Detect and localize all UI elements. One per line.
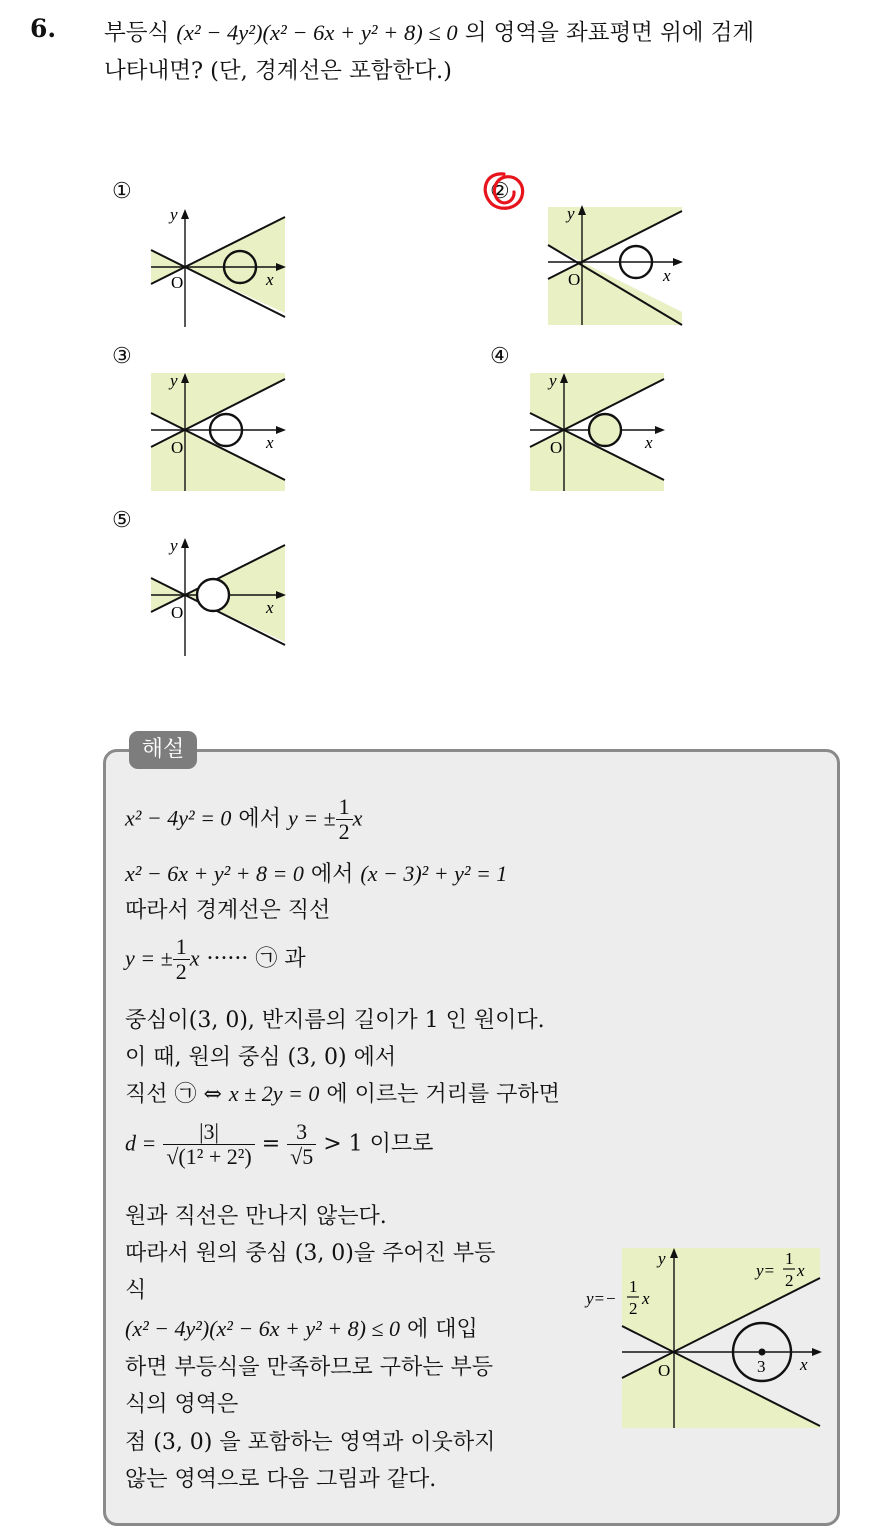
origin-label: O [568,270,581,289]
math-expr: (x² − 4y²)(x² − 6x + y² + 8) ≤ 0 [125,1316,400,1341]
choice-1-graph[interactable] [148,205,293,330]
fraction [163,1120,254,1169]
y-axis-label: y [567,204,575,223]
solution-graph [584,1244,834,1434]
selection-mark-icon [478,168,528,216]
y-axis-label: y [549,371,557,390]
origin-label: O [658,1361,671,1380]
solution-line-14: 식의 영역은 [125,1392,239,1417]
text: ······ ㉠ 과 [206,946,306,972]
math-expr: y = ± [287,805,336,831]
y-axis-label: y [658,1249,666,1268]
solution-line-9: 원과 직선은 만나지 않는다. [125,1204,387,1229]
math-expr: x ± 2y = 0 [228,1081,320,1106]
origin-label: O [171,438,184,457]
solution-line-10: 따라서 원의 중심 (3, 0)을 주어진 부등 [125,1241,496,1266]
fraction-numerator: 3 [287,1120,316,1145]
origin-label: O [171,273,184,292]
choice-4-label[interactable]: ④ [490,344,510,369]
text: 에 이르는 거리를 구하면 [319,1082,560,1107]
question-line-1 [104,14,874,52]
math-expr: y = ± [125,945,173,971]
solution-line-11: 식 [125,1278,147,1303]
choice-4-graph[interactable] [527,369,672,494]
x-axis-label: x [800,1355,808,1374]
fraction-denominator: √5 [290,1144,314,1169]
solution-line-3: 따라서 경계선은 직선 [125,898,331,923]
solution-line-2 [125,857,507,888]
origin-label: O [550,438,563,457]
fraction-numerator: 1 [173,935,190,960]
fraction-denominator: 2 [338,819,350,844]
text: 에서 [310,862,354,887]
math-expr: (x − 3)² + y² = 1 [360,861,508,886]
question-inequality: (x² − 4y²)(x² − 6x + y² + 8) ≤ 0 [176,20,458,45]
solution-line-5: 중심이(3, 0), 반지름의 길이가 1 인 원이다. [125,1008,545,1033]
solution-line-7 [125,1077,560,1108]
fraction-denominator: 2 [175,959,187,984]
solution-line-6: 이 때, 원의 중심 (3, 0) 에서 [125,1045,397,1070]
x-axis-label: x [663,266,671,285]
choice-5-graph[interactable] [148,534,293,659]
x-axis-label: x [266,270,274,289]
choice-3-graph[interactable] [148,369,293,494]
choice-5-label[interactable]: ⑤ [112,508,132,533]
text: 직선 ㉠ ⇔ [125,1082,229,1107]
fraction [173,935,190,984]
solution-line-8 [125,1120,433,1169]
choice-3-label[interactable]: ③ [112,344,132,369]
x-axis-label: x [266,433,274,452]
math-expr: d = [125,1130,157,1156]
text: 에 대입 [406,1317,478,1342]
question-prefix: 부등식 [104,20,177,46]
math-var: x [352,805,363,831]
x-axis-label: x [645,433,653,452]
y-axis-label: y [170,205,178,224]
question-suffix: 의 영역을 좌표평면 위에 검게 [457,20,755,46]
math-expr: x² − 4y² = 0 [125,805,232,831]
y-axis-label: y [170,536,178,555]
question-line-2: 나타내면? (단, 경계선은 포함한다.) [104,58,452,84]
solution-line-13: 하면 부등식을 만족하므로 구하는 부등 [125,1355,494,1380]
x-axis-label: x [266,598,274,617]
center-tick-label: 3 [757,1357,766,1376]
line-pos-label: y= [756,1261,776,1280]
math-expr: = [261,1131,281,1157]
line-pos-num: 1 [785,1249,794,1268]
line-pos-den: 2 [785,1271,794,1290]
line-pos-var: x [797,1261,805,1280]
question-number: 6. [30,14,57,43]
line-neg-num: 1 [629,1277,638,1296]
line-neg-den: 2 [629,1299,638,1318]
fraction [287,1120,316,1169]
choice-2-label[interactable]: ② [490,179,510,204]
question-text [104,14,874,90]
solution-line-15: 점 (3, 0) 을 포함하는 영역과 이웃하지 [125,1430,496,1455]
line-neg-label: y=− [586,1289,617,1308]
math-expr: x² − 6x + y² + 8 = 0 [125,861,304,886]
solution-line-12 [125,1312,478,1343]
text: > 1 이므로 [323,1131,434,1157]
solution-line-16: 않는 영역으로 다음 그림과 같다. [125,1467,437,1492]
solution-tab: 해설 [129,731,197,769]
fraction-denominator: √(1² + 2²) [166,1144,252,1169]
fraction-numerator: 1 [336,795,353,820]
y-axis-label: y [170,371,178,390]
text: 에서 [238,806,281,832]
fraction [336,795,353,844]
solution-line-1 [125,795,362,844]
origin-label: O [171,603,184,622]
solution-line-4 [125,935,306,984]
fraction-numerator: |3| [163,1120,254,1145]
choice-2-graph[interactable] [545,203,690,328]
math-var: x [189,945,200,971]
line-neg-var: x [642,1289,650,1308]
choice-1-label[interactable]: ① [112,179,132,204]
